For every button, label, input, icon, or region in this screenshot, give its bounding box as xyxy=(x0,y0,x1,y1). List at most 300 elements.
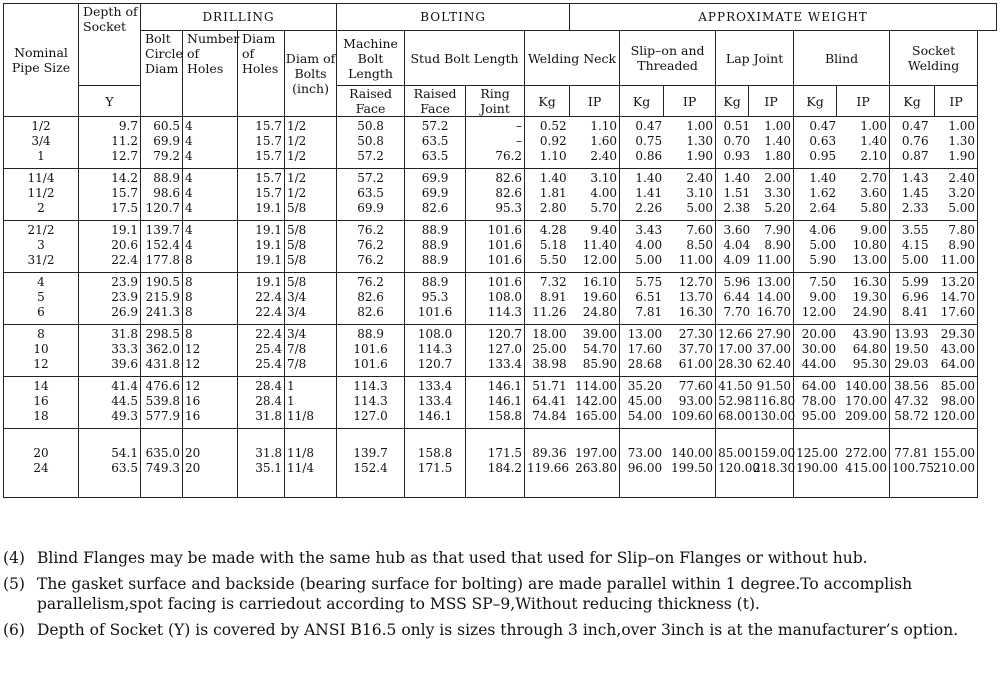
weight-line xyxy=(622,119,713,134)
weight-line xyxy=(622,238,713,253)
cell-value: 139.7 xyxy=(145,223,180,237)
cell-depth-y xyxy=(79,117,141,169)
cell-value: 577.9 xyxy=(145,409,180,423)
weight-kg: 8.41 xyxy=(901,305,929,319)
cell-weight-slip-on xyxy=(620,377,716,429)
cell-value: 1 xyxy=(287,379,295,393)
weight-ip: 1.40 xyxy=(764,134,792,148)
cell-value: 146.1 xyxy=(417,409,453,423)
weight-kg xyxy=(718,431,750,446)
weight-kg: 28.30 xyxy=(718,357,753,371)
cell-value: 146.1 xyxy=(487,379,523,393)
cell-holes-diam xyxy=(238,429,285,498)
cell-value: 12 xyxy=(185,342,201,356)
cell-value: 101.6 xyxy=(487,223,523,237)
header-drilling: DRILLING xyxy=(141,4,337,31)
weight-line xyxy=(527,186,617,201)
weight-kg: 119.66 xyxy=(527,461,570,475)
weight-ip: 16.10 xyxy=(582,275,618,289)
cell-stud-rf xyxy=(405,169,466,221)
weight-line xyxy=(718,305,791,320)
cell-value: 171.5 xyxy=(417,461,453,475)
table-row-group xyxy=(4,377,997,429)
weight-line xyxy=(622,342,713,357)
note-number: (5) xyxy=(3,575,25,593)
weight-line xyxy=(718,201,791,216)
table-row-group xyxy=(4,273,997,325)
cell-value: 20 xyxy=(33,446,49,460)
weight-kg: 5.90 xyxy=(809,253,837,267)
cell-weight-socket-welding xyxy=(890,429,978,498)
weight-ip: 159.00 xyxy=(753,446,796,460)
weight-kg: 0.47 xyxy=(901,119,929,133)
cell-value: 22.4 xyxy=(255,305,282,319)
cell-machine-rf xyxy=(337,273,405,325)
weight-line xyxy=(622,409,713,424)
weight-line xyxy=(796,223,887,238)
cell-value: 28.4 xyxy=(255,379,282,393)
weight-ip: 120.00 xyxy=(933,409,976,423)
weight-ip: 39.00 xyxy=(582,327,618,341)
cell-value: 95.3 xyxy=(495,201,523,215)
weight-kg: 4.28 xyxy=(539,223,567,237)
weight-ip: 5.20 xyxy=(764,201,792,215)
cell-value: 114.3 xyxy=(353,379,388,393)
weight-line xyxy=(718,342,791,357)
weight-line xyxy=(892,357,975,372)
weight-line xyxy=(527,253,617,268)
header-kg: Kg xyxy=(716,86,749,117)
cell-size xyxy=(4,117,79,169)
cell-value: 171.5 xyxy=(487,446,523,460)
cell-value: 69.9 xyxy=(153,134,180,148)
cell-value: 41.4 xyxy=(111,379,138,393)
weight-kg: 1.43 xyxy=(901,171,929,185)
cell-value: 69.9 xyxy=(421,186,449,200)
cell-value: 1/2 xyxy=(287,171,307,185)
weight-ip: 13.00 xyxy=(852,253,888,267)
weight-kg: 6.51 xyxy=(635,290,663,304)
weight-kg: 25.00 xyxy=(532,342,567,356)
cell-value: 4 xyxy=(37,275,45,289)
weight-kg: 19.50 xyxy=(894,342,929,356)
cell-depth-y xyxy=(79,273,141,325)
weight-line xyxy=(622,379,713,394)
weight-ip: 1.80 xyxy=(764,149,792,163)
cell-bolt-circle xyxy=(141,325,183,377)
cell-value: 50.8 xyxy=(357,134,384,148)
cell-value: 15.7 xyxy=(255,119,282,133)
cell-value: 101.6 xyxy=(353,357,388,371)
weight-kg: 6.96 xyxy=(901,290,929,304)
header-bolting: BOLTING xyxy=(337,4,570,31)
weight-ip: 1.30 xyxy=(948,134,976,148)
cell-value: 82.6 xyxy=(357,290,384,304)
cell-value: 1/2 xyxy=(287,149,307,163)
header-kg: Kg xyxy=(890,86,935,117)
table-row-group xyxy=(4,325,997,377)
weight-line xyxy=(622,431,713,446)
weight-ip: 5.00 xyxy=(686,201,714,215)
cell-value: 158.8 xyxy=(487,409,523,423)
weight-line xyxy=(796,394,887,409)
weight-kg: 11.26 xyxy=(532,305,567,319)
weight-kg: 0.92 xyxy=(539,134,567,148)
cell-machine-rf xyxy=(337,429,405,498)
weight-kg: 89.36 xyxy=(532,446,567,460)
weight-kg: 5.96 xyxy=(723,275,751,289)
cell-holes-number xyxy=(183,325,238,377)
weight-line xyxy=(796,253,887,268)
cell-weight-blind xyxy=(794,325,890,377)
weight-line xyxy=(796,342,887,357)
cell-stud-rj xyxy=(466,221,525,273)
weight-line xyxy=(892,134,975,149)
cell-value: 108.0 xyxy=(417,327,453,341)
weight-ip: 19.60 xyxy=(582,290,618,304)
cell-value: 539.8 xyxy=(145,394,180,408)
cell-value: 76.2 xyxy=(357,275,384,289)
weight-line xyxy=(527,342,617,357)
cell-value: 19.1 xyxy=(255,238,282,252)
weight-ip: 19.30 xyxy=(852,290,888,304)
weight-line xyxy=(892,253,975,268)
weight-line xyxy=(892,186,975,201)
weight-ip: 91.50 xyxy=(756,379,792,393)
weight-line xyxy=(622,186,713,201)
cell-weight-slip-on xyxy=(620,221,716,273)
cell-holes-number xyxy=(183,429,238,498)
cell-value: 23.9 xyxy=(111,275,138,289)
cell-stud-rj xyxy=(466,325,525,377)
cell-value: 133.4 xyxy=(417,379,453,393)
weight-kg: 68.00 xyxy=(718,409,753,423)
cell-bolt-diam xyxy=(285,273,337,325)
cell-value: 1/2 xyxy=(287,134,307,148)
cell-bolt-circle xyxy=(141,429,183,498)
weight-ip xyxy=(570,431,617,446)
cell-stud-rj xyxy=(466,273,525,325)
weight-kg: 47.32 xyxy=(894,394,929,408)
cell-bolt-diam xyxy=(285,117,337,169)
weight-ip: 109.60 xyxy=(671,409,714,423)
cell-value: 19.1 xyxy=(255,275,282,289)
note-text: The gasket surface and backside (bearing surface for bolting) are made parallel within 1 degree.To accomplish parallelism,spot facing is carriedout according to MSS SP–9,Without reducing thickness (t). xyxy=(37,575,913,613)
weight-kg: 73.00 xyxy=(627,446,663,460)
cell-value: 2 xyxy=(37,201,45,215)
header-machine-bolt-length: Machine Bolt Length xyxy=(337,31,405,86)
weight-kg: 12.66 xyxy=(718,327,753,341)
weight-line xyxy=(796,275,887,290)
cell-stud-rj xyxy=(466,429,525,498)
cell-value: 3/4 xyxy=(287,290,307,304)
cell-stud-rf xyxy=(405,221,466,273)
cell-value: 88.9 xyxy=(421,238,449,252)
weight-ip: 12.70 xyxy=(678,275,714,289)
cell-value: 35.1 xyxy=(255,461,282,475)
weight-line xyxy=(892,394,975,409)
weight-line xyxy=(622,327,713,342)
cell-value: 114.3 xyxy=(417,342,453,356)
table-row-group xyxy=(4,221,997,273)
weight-line xyxy=(622,201,713,216)
weight-line xyxy=(796,201,887,216)
cell-holes-number xyxy=(183,117,238,169)
cell-value: 120.7 xyxy=(487,327,523,341)
weight-line xyxy=(718,446,796,461)
weight-ip: 2.10 xyxy=(860,149,888,163)
weight-ip: 2.40 xyxy=(686,171,714,185)
header-kg: Kg xyxy=(794,86,837,117)
cell-value: 5/8 xyxy=(287,223,307,237)
note-number: (4) xyxy=(3,549,25,567)
weight-line xyxy=(718,119,791,134)
weight-line xyxy=(527,327,617,342)
cell-weight-socket-welding xyxy=(890,273,978,325)
weight-ip: 3.60 xyxy=(860,186,888,200)
weight-line xyxy=(527,201,617,216)
cell-value: 82.6 xyxy=(421,201,449,215)
weight-kg: 3.55 xyxy=(901,223,929,237)
weight-kg: 100.75 xyxy=(892,461,935,475)
weight-line xyxy=(892,149,975,164)
weight-line xyxy=(718,171,791,186)
cell-value: 17.5 xyxy=(111,201,138,215)
cell-value: 69.9 xyxy=(421,171,449,185)
weight-ip: 27.90 xyxy=(756,327,792,341)
cell-value: 98.6 xyxy=(153,186,180,200)
weight-ip: 1.00 xyxy=(686,119,714,133)
cell-weight-welding-neck xyxy=(525,117,620,169)
cell-value: 26.9 xyxy=(111,305,138,319)
cell-value: 3 xyxy=(37,238,45,252)
cell-holes-number xyxy=(183,273,238,325)
weight-ip: 11.00 xyxy=(678,253,714,267)
weight-kg xyxy=(622,431,662,446)
header-ip: IP xyxy=(935,86,978,117)
cell-value: 22.4 xyxy=(255,290,282,304)
weight-kg: 7.81 xyxy=(635,305,663,319)
header-nominal-pipe-size: Nominal Pipe Size xyxy=(4,4,79,117)
cell-weight-lap-joint xyxy=(716,221,794,273)
weight-ip: 263.80 xyxy=(575,461,618,475)
cell-stud-rf xyxy=(405,429,466,498)
weight-ip: 11.00 xyxy=(756,253,792,267)
weight-ip: 8.50 xyxy=(686,238,714,252)
cell-value: 152.4 xyxy=(353,461,388,475)
weight-line xyxy=(892,305,975,320)
cell-value: 152.4 xyxy=(145,238,180,252)
cell-value: 190.5 xyxy=(145,275,180,289)
cell-value: 5/8 xyxy=(287,275,307,289)
cell-weight-slip-on xyxy=(620,429,716,498)
cell-value: 3/4 xyxy=(31,134,51,148)
cell-value: 12 xyxy=(33,357,49,371)
cell-machine-rf xyxy=(337,377,405,429)
cell-weight-socket-welding xyxy=(890,377,978,429)
weight-kg: 44.00 xyxy=(801,357,837,371)
weight-line xyxy=(527,357,617,372)
weight-kg: 0.95 xyxy=(809,149,837,163)
weight-kg: 74.84 xyxy=(532,409,567,423)
cell-weight-welding-neck xyxy=(525,377,620,429)
table-row-group xyxy=(4,169,997,221)
cell-value: 25.4 xyxy=(255,357,282,371)
cell-weight-lap-joint xyxy=(716,429,794,498)
header-number-of-holes: Number of Holes xyxy=(183,31,238,117)
cell-value: 12 xyxy=(185,379,201,393)
weight-kg: 190.00 xyxy=(796,461,839,475)
cell-value: 14.2 xyxy=(111,171,138,185)
weight-ip: 17.60 xyxy=(940,305,976,319)
weight-kg: 0.70 xyxy=(723,134,751,148)
weight-kg: 120.00 xyxy=(718,461,761,475)
weight-ip: 13.20 xyxy=(940,275,976,289)
weight-line xyxy=(527,461,617,476)
cell-value: 101.6 xyxy=(487,253,523,267)
cell-value: 146.1 xyxy=(487,394,523,408)
weight-kg: 6.44 xyxy=(723,290,751,304)
cell-value: 133.4 xyxy=(487,357,523,371)
weight-kg: 0.47 xyxy=(635,119,663,133)
weight-kg: 1.81 xyxy=(539,186,567,200)
cell-weight-lap-joint xyxy=(716,377,794,429)
cell-machine-rf xyxy=(337,221,405,273)
cell-value: 101.6 xyxy=(417,305,453,319)
weight-kg: 64.00 xyxy=(801,379,837,393)
header-kg: Kg xyxy=(525,86,570,117)
weight-line xyxy=(796,134,887,149)
weight-line xyxy=(718,431,791,446)
weight-kg: 13.00 xyxy=(627,327,663,341)
cell-stud-rj xyxy=(466,169,525,221)
cell-holes-number xyxy=(183,221,238,273)
cell-value: 362.0 xyxy=(145,342,180,356)
cell-value: 4 xyxy=(185,171,193,185)
weight-line xyxy=(527,446,617,461)
weight-kg: 64.41 xyxy=(532,394,567,408)
header-diam-of-holes: Diam of Holes xyxy=(238,31,285,117)
weight-kg: 20.00 xyxy=(801,327,837,341)
cell-value: 20 xyxy=(185,446,201,460)
weight-line xyxy=(718,379,791,394)
cell-weight-socket-welding xyxy=(890,169,978,221)
weight-line xyxy=(622,223,713,238)
cell-stud-rj xyxy=(466,117,525,169)
weight-kg: 0.93 xyxy=(723,149,751,163)
weight-ip: 116.80 xyxy=(753,394,796,408)
cell-value: 88.9 xyxy=(153,171,180,185)
weight-ip: 7.80 xyxy=(948,223,976,237)
cell-weight-welding-neck xyxy=(525,169,620,221)
cell-value: 101.6 xyxy=(353,342,388,356)
cell-value: 63.5 xyxy=(421,134,449,148)
cell-stud-rf xyxy=(405,377,466,429)
header-slip-on-threaded: Slip–on and Threaded xyxy=(620,31,716,86)
cell-value: 9.7 xyxy=(118,119,138,133)
weight-ip: 1.60 xyxy=(590,134,618,148)
weight-line xyxy=(796,171,887,186)
cell-value xyxy=(6,431,76,446)
cell-value: 76.2 xyxy=(495,149,523,163)
weight-ip: 93.00 xyxy=(678,394,714,408)
cell-weight-lap-joint xyxy=(716,273,794,325)
cell-value: 11/4 xyxy=(27,171,55,185)
cell-value: 33.3 xyxy=(111,342,138,356)
weight-line xyxy=(622,446,713,461)
weight-ip: 4.00 xyxy=(590,186,618,200)
cell-value: 10 xyxy=(33,342,49,356)
weight-kg xyxy=(796,431,836,446)
weight-ip: 3.30 xyxy=(764,186,792,200)
weight-ip: 155.00 xyxy=(933,446,976,460)
cell-value: 88.9 xyxy=(421,275,449,289)
weight-ip: 95.30 xyxy=(852,357,888,371)
cell-value: 63.5 xyxy=(111,461,138,475)
cell-weight-welding-neck xyxy=(525,325,620,377)
cell-size xyxy=(4,325,79,377)
cell-weight-welding-neck xyxy=(525,429,620,498)
weight-kg: 2.80 xyxy=(539,201,567,215)
weight-line xyxy=(718,409,796,424)
weight-kg: 7.32 xyxy=(539,275,567,289)
cell-value: 49.3 xyxy=(111,409,138,423)
cell-value: 139.7 xyxy=(353,446,388,460)
weight-kg: 45.00 xyxy=(627,394,663,408)
cell-weight-welding-neck xyxy=(525,273,620,325)
weight-ip: 140.00 xyxy=(845,379,888,393)
cell-value: 79.2 xyxy=(153,149,180,163)
cell-value: 16 xyxy=(185,394,201,408)
cell-value: 120.7 xyxy=(417,357,453,371)
weight-kg: 7.70 xyxy=(723,305,751,319)
cell-value: 1/2 xyxy=(287,186,307,200)
cell-bolt-circle xyxy=(141,117,183,169)
weight-ip xyxy=(932,431,975,446)
cell-value: 69.9 xyxy=(357,201,384,215)
weight-line xyxy=(892,201,975,216)
cell-value: 15.7 xyxy=(255,134,282,148)
header-diam-of-bolts: Diam of Bolts (inch) xyxy=(285,31,337,117)
cell-value: 31.8 xyxy=(255,409,282,423)
cell-value: 4 xyxy=(185,149,193,163)
weight-ip: 43.00 xyxy=(940,342,976,356)
cell-value: 7/8 xyxy=(287,342,307,356)
weight-line xyxy=(527,431,617,446)
cell-holes-diam xyxy=(238,325,285,377)
weight-line xyxy=(527,171,617,186)
weight-kg: 18.00 xyxy=(532,327,567,341)
header-blind: Blind xyxy=(794,31,890,86)
cell-value: 1/2 xyxy=(287,119,307,133)
table-row-group xyxy=(4,117,997,169)
weight-line xyxy=(622,461,713,476)
cell-value: 54.1 xyxy=(111,446,138,460)
weight-kg: 2.26 xyxy=(635,201,663,215)
cell-value xyxy=(407,431,463,446)
cell-value: 108.0 xyxy=(487,290,523,304)
weight-kg: 0.51 xyxy=(723,119,751,133)
cell-value: 127.0 xyxy=(487,342,523,356)
weight-line xyxy=(892,327,975,342)
cell-value xyxy=(468,431,522,446)
header-ip: IP xyxy=(837,86,890,117)
cell-value xyxy=(287,431,334,446)
weight-kg: 29.03 xyxy=(894,357,929,371)
cell-value: 88.9 xyxy=(421,223,449,237)
weight-line xyxy=(527,290,617,305)
weight-kg xyxy=(527,431,567,446)
